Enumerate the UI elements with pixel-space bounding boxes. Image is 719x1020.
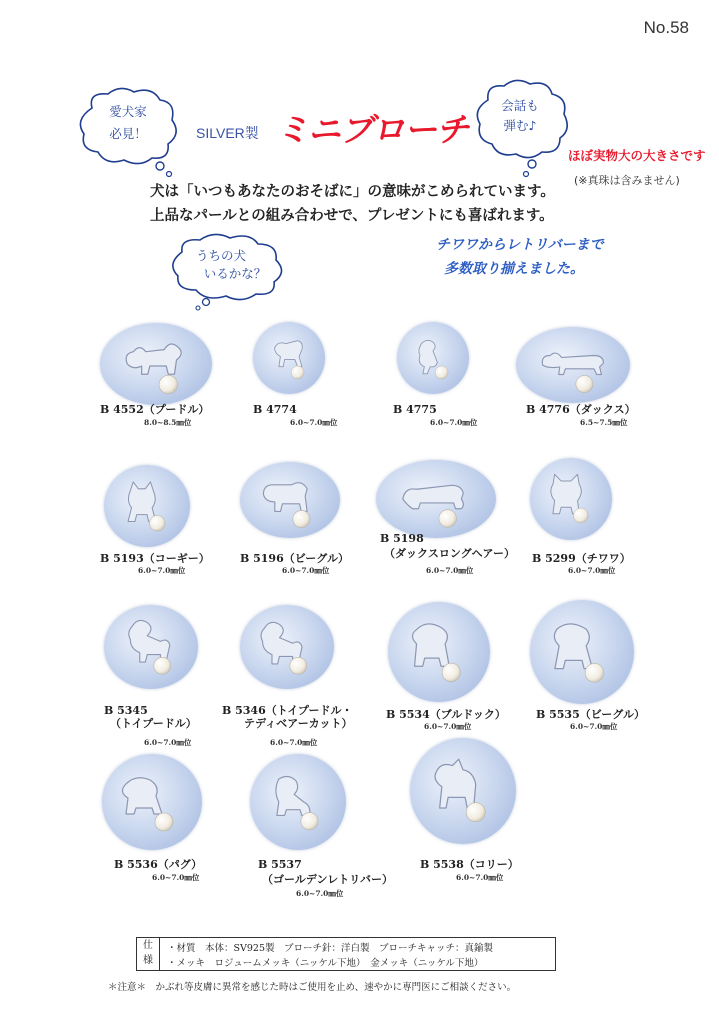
- brooch-image: [240, 605, 334, 689]
- page-title: ミニブローチ: [276, 110, 468, 149]
- brooch-image: [376, 460, 496, 538]
- product-size: 6.0~7.0㎜位: [152, 873, 200, 882]
- bubble-line: 会話も: [501, 98, 539, 113]
- spec-material-line: ・材質 本体：SV925製 ブローチ針：洋白製 ブローチキャッチ：真鍮製: [167, 943, 494, 954]
- range-line-1: チワワからレトリバーまで: [436, 237, 604, 253]
- spec-box: [136, 937, 556, 971]
- dog-brooch-icon: [388, 602, 490, 702]
- product-code: B 5346（トイプードル・: [222, 704, 353, 717]
- brooch-image: [516, 327, 630, 403]
- spec-label: [137, 938, 160, 970]
- dog-brooch-icon: [250, 754, 346, 850]
- bubble-line: 必見！: [109, 126, 147, 141]
- dog-brooch-icon: [530, 600, 634, 704]
- intro-line-2: 上品なパールとの組み合わせで、プレゼントにも喜ばれます。: [150, 208, 554, 224]
- product-code: B 4775: [393, 403, 437, 416]
- brooch-image: [388, 602, 490, 702]
- dog-brooch-icon: [253, 322, 325, 394]
- dog-brooch-icon: [376, 460, 496, 538]
- product-code: B 5537: [258, 858, 302, 871]
- product-size: 6.0~7.0㎜位: [296, 889, 344, 898]
- dog-brooch-icon: [104, 605, 198, 689]
- bubble-text-my-dog: [180, 248, 276, 282]
- bubble-line: 弾む♪: [503, 118, 537, 133]
- dog-brooch-icon: [240, 462, 340, 538]
- spec-label-char: 様: [143, 955, 153, 966]
- product-code: B 5196（ビーグル）: [240, 552, 349, 565]
- dog-brooch-icon: [104, 465, 190, 547]
- brooch-image: [530, 458, 612, 540]
- spec-plating-line: ・メッキ ロジュームメッキ（ニッケル下地） 金メッキ（ニッケル下地）: [167, 958, 484, 969]
- product-size: 6.5~7.5㎜位: [580, 418, 628, 427]
- brooch-image: [530, 600, 634, 704]
- spec-label-char: 仕: [143, 940, 153, 951]
- bubble-text-conversation: [484, 98, 556, 134]
- dog-brooch-icon: [100, 323, 212, 405]
- product-code: B 5536（パグ）: [114, 858, 203, 871]
- product-breed: （トイプードル）: [110, 717, 197, 730]
- product-code: B 4774: [253, 403, 297, 416]
- size-note: ほぼ実物大の大きさです: [568, 148, 706, 163]
- product-size: 6.0~7.0㎜位: [570, 722, 618, 731]
- brooch-image: [240, 462, 340, 538]
- dog-brooch-icon: [102, 754, 202, 850]
- material-prefix: SILVER製: [196, 125, 259, 141]
- product-size: 6.0~7.0㎜位: [144, 738, 192, 747]
- product-code: B 5198: [380, 532, 424, 545]
- brooch-image: [250, 754, 346, 850]
- bubble-line: うちの犬: [195, 248, 246, 263]
- bubble-line: 愛犬家: [109, 104, 147, 119]
- product-size: 8.0~8.5㎜位: [144, 418, 192, 427]
- page-number: No.58: [643, 18, 689, 37]
- product-size: 6.0~7.0㎜位: [282, 566, 330, 575]
- product-size: 6.0~7.0㎜位: [430, 418, 478, 427]
- dog-brooch-icon: [240, 605, 334, 689]
- product-code: B 5534（ブルドック）: [386, 708, 506, 721]
- intro-line-1: 犬は「いつもあなたのおそばに」の意味がこめられています。: [150, 184, 555, 200]
- brooch-image: [102, 754, 202, 850]
- dog-brooch-icon: [530, 458, 612, 540]
- product-size: 6.0~7.0㎜位: [270, 738, 318, 747]
- brooch-image: [104, 465, 190, 547]
- brooch-image: [253, 322, 325, 394]
- bubble-text-dog-lover: [88, 104, 168, 142]
- product-breed: テディベアーカット）: [244, 717, 353, 730]
- brooch-image: [104, 605, 198, 689]
- bubble-line: いるかな？: [203, 266, 267, 281]
- product-size: 6.0~7.0㎜位: [426, 566, 474, 575]
- product-code: B 5193（コーギー）: [100, 552, 210, 565]
- product-breed: （ゴールデンレトリバー）: [262, 873, 393, 886]
- product-code: B 4552（プードル）: [100, 403, 210, 416]
- product-size: 6.0~7.0㎜位: [290, 418, 338, 427]
- product-breed: （ダックスロングヘアー）: [384, 547, 516, 560]
- product-size: 6.0~7.0㎜位: [568, 566, 616, 575]
- caution-note: ＊注意＊ かぶれ等皮膚に異常を感じた時はご使用を止め、速やかに専門医にご相談ください。: [108, 982, 517, 993]
- product-code: B 5538（コリー）: [420, 858, 519, 871]
- brooch-image: [100, 323, 212, 405]
- brooch-image: [397, 322, 469, 394]
- product-code: B 4776（ダックス）: [526, 403, 636, 416]
- product-code: B 5299（チワワ）: [532, 552, 631, 565]
- product-code: B 5535（ビーグル）: [536, 708, 645, 721]
- dog-brooch-icon: [410, 738, 516, 844]
- dog-brooch-icon: [516, 327, 630, 403]
- product-size: 6.0~7.0㎜位: [456, 873, 504, 882]
- product-size: 6.0~7.0㎜位: [424, 722, 472, 731]
- product-code: B 5345: [104, 704, 148, 717]
- pearl-note: (※真珠は含みません): [574, 174, 680, 187]
- dog-brooch-icon: [397, 322, 469, 394]
- brooch-image: [410, 738, 516, 844]
- product-size: 6.0~7.0㎜位: [138, 566, 186, 575]
- range-line-2: 多数取り揃えました。: [444, 261, 584, 277]
